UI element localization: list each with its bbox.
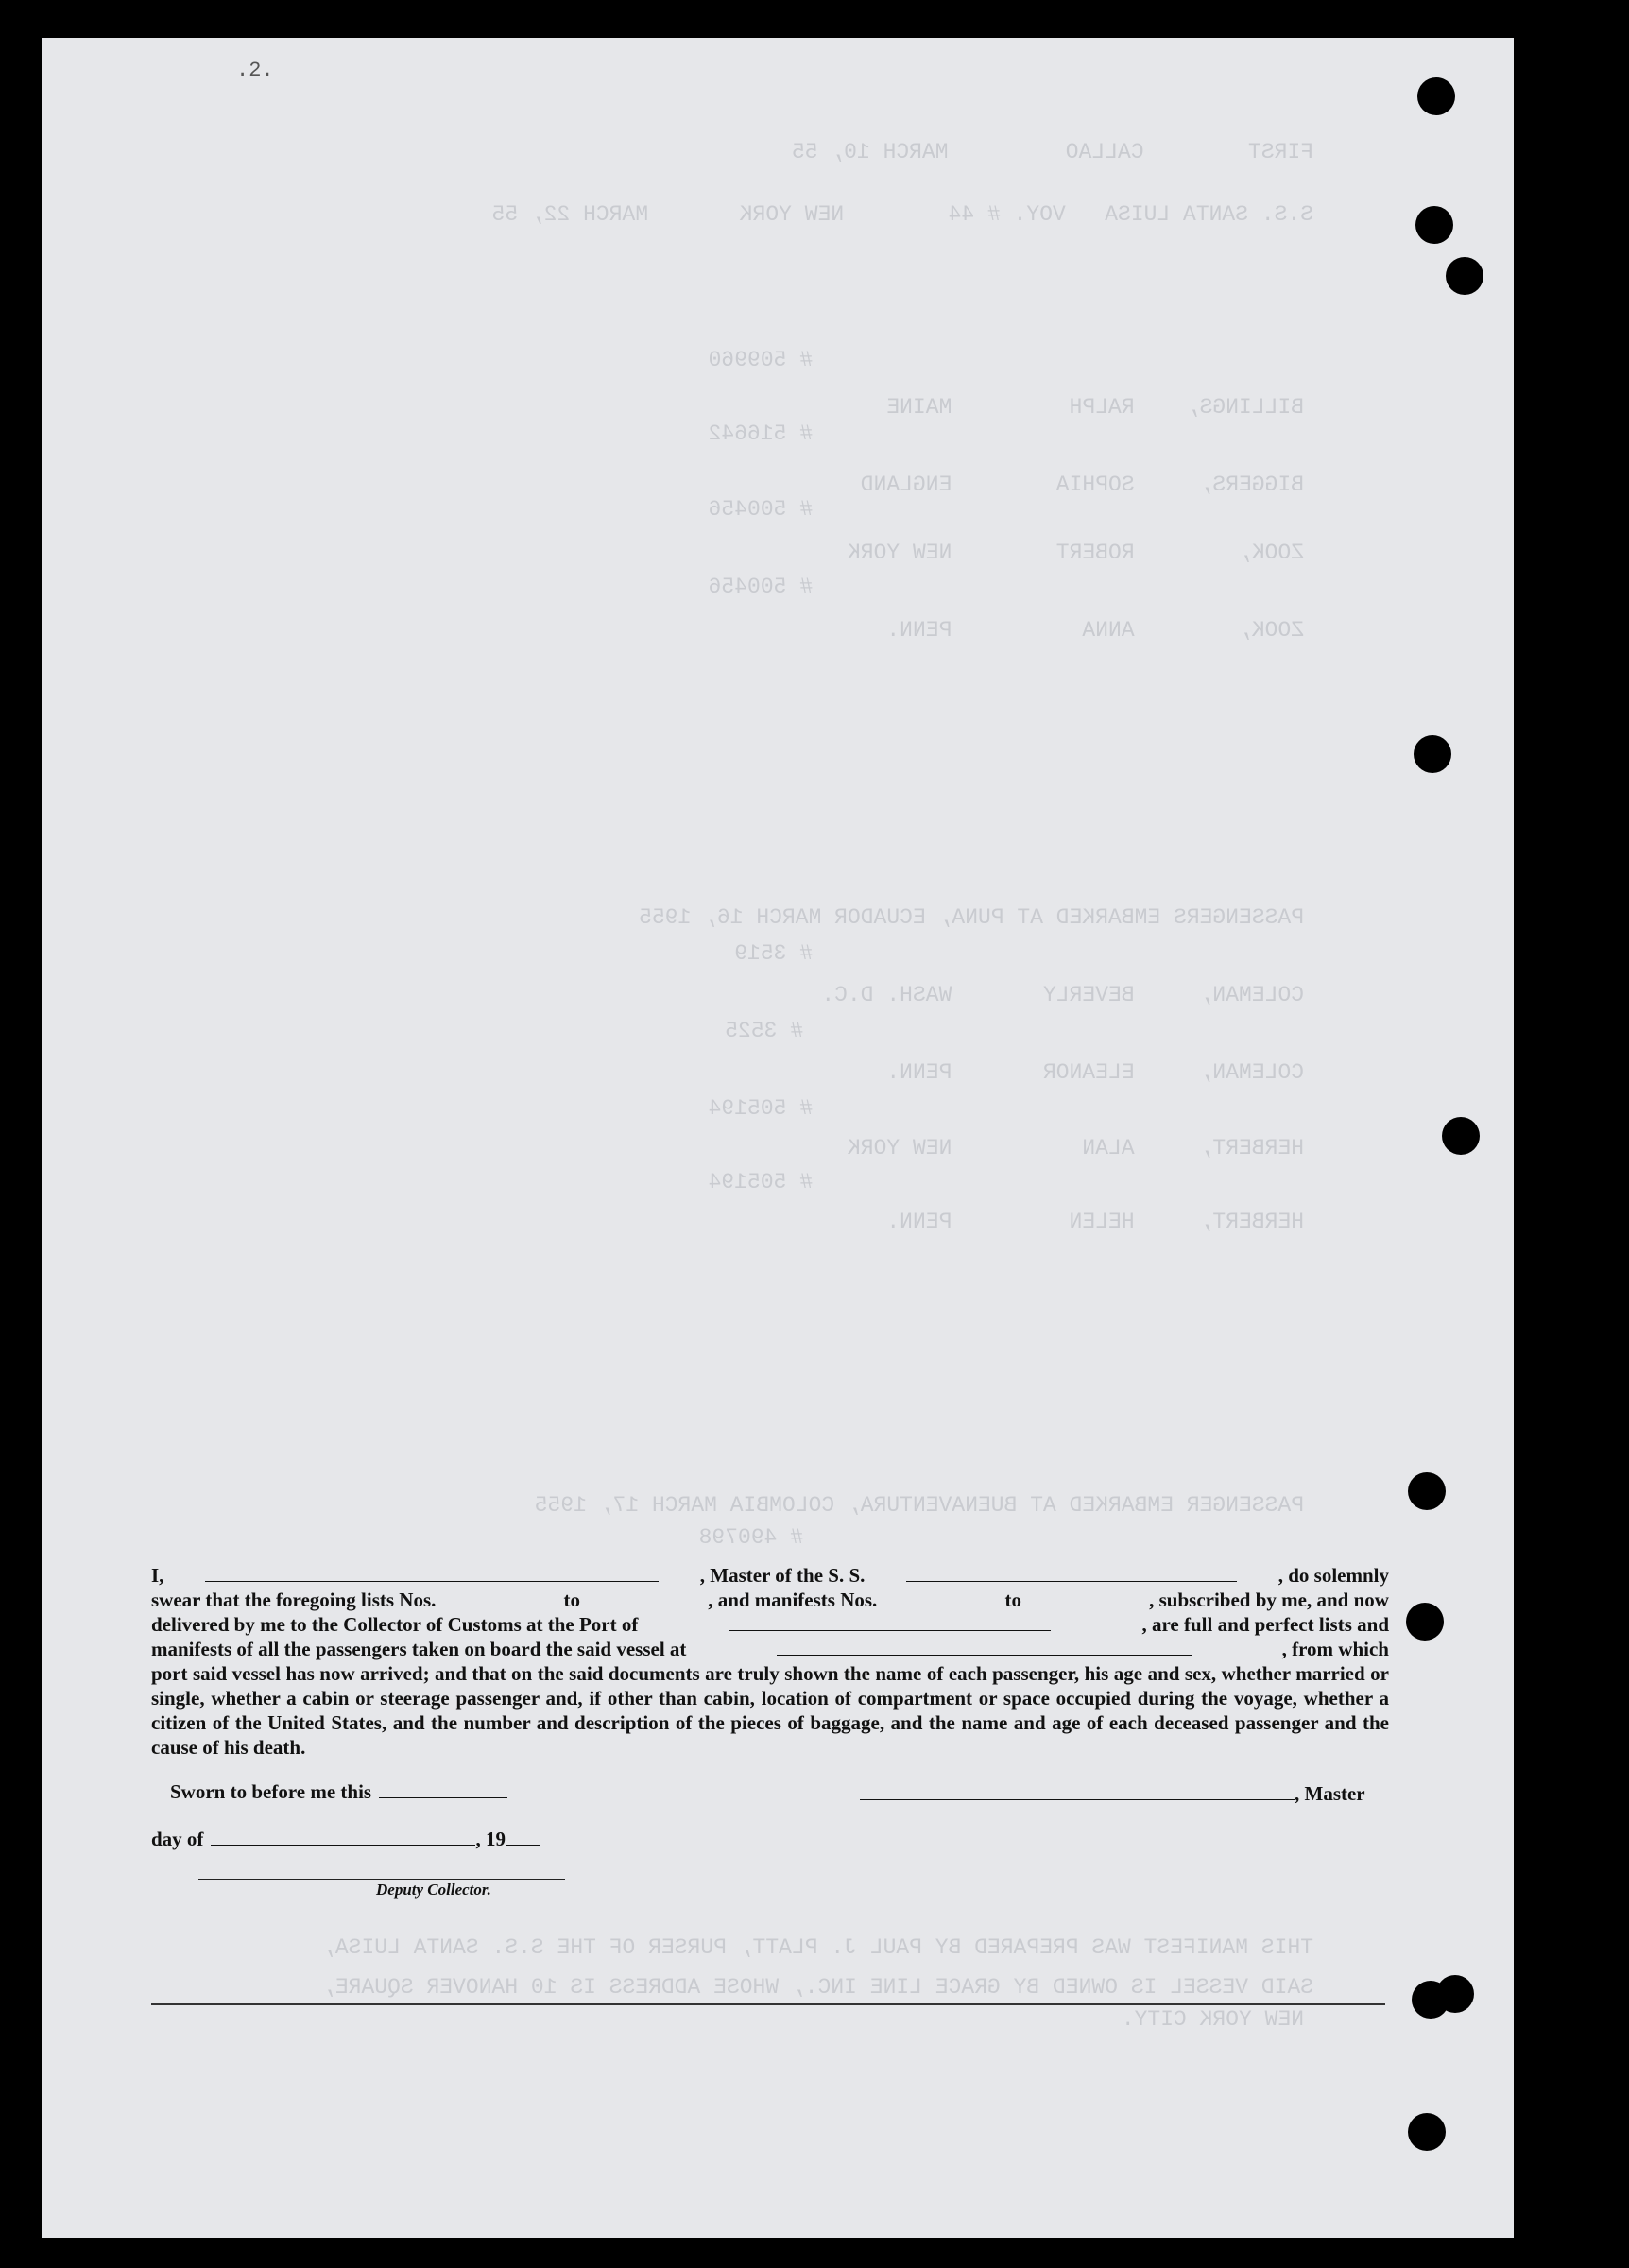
manifests-to-blank[interactable]	[1052, 1589, 1120, 1606]
ghost-entry: PASSENGER EMBARKED AT BUENAVENTURA, COLOMBIA MARCH 17, 1955	[534, 1493, 1304, 1518]
ghost-entry: BILLINGS, RALPH MAINE	[886, 395, 1304, 420]
lists-from-blank[interactable]	[466, 1589, 534, 1606]
oath-body: port said vessel has now arrived; and that on the said documents are truly shown the name of each passenger, his age and sex, whether married or single, whether a cabin or steerage passenger and, if other than cabin, location of compartment or space occupied during the voyage, whether a citizen of the United States, and the number and description of the pieces of baggage, and the name and age of each deceased passenger and the cause of his death.	[151, 1662, 1389, 1759]
oath-delivered: delivered by me to the Collector of Customs at the Port of	[151, 1613, 639, 1636]
year-blank[interactable]	[506, 1828, 540, 1846]
sworn-date-blank[interactable]	[379, 1780, 507, 1798]
master-signature-blank[interactable]	[860, 1782, 1295, 1800]
master-label: , Master	[1295, 1782, 1365, 1805]
bottom-rule	[151, 2003, 1385, 2005]
ghost-entry: # 505194	[708, 1170, 813, 1194]
punch-hole	[1417, 77, 1455, 115]
ghost-entry: PASSENGERS EMBARKED AT PUNA, ECUADOR MARCH 16, 1955	[639, 905, 1304, 930]
year-prefix: , 19	[475, 1828, 506, 1850]
oath-paragraph	[151, 1563, 1389, 1760]
manifests-from-blank[interactable]	[907, 1589, 975, 1606]
ghost-entry: NEW YORK CITY.	[1121, 2007, 1304, 2032]
ghost-entry: COLEMAN, BEVERLY WASH. D.C.	[821, 983, 1304, 1007]
ghost-entry: # 490798	[698, 1525, 803, 1550]
punch-hole	[1406, 1603, 1444, 1641]
month-blank[interactable]	[211, 1828, 475, 1846]
oath-master-of: , Master of the S. S.	[699, 1564, 866, 1587]
ghost-header-2: S.S. SANTA LUISA VOY. # 44 NEW YORK MARCH 22, 55	[491, 202, 1313, 227]
oath-are-full: , are full and perfect lists and	[1141, 1613, 1389, 1636]
oath-i: I,	[151, 1564, 164, 1587]
deputy-collector-label: Deputy Collector.	[376, 1881, 491, 1899]
oath-to-1: to	[563, 1589, 581, 1611]
sworn-label: Sworn to before me this	[170, 1780, 372, 1803]
master-signature-line	[860, 1782, 1365, 1806]
ghost-entry: # 516642	[708, 421, 813, 446]
deputy-signature-rule	[198, 1879, 565, 1880]
oath-to-2: to	[1004, 1589, 1021, 1611]
vessel-name-blank[interactable]	[906, 1564, 1237, 1582]
oath-and-manifests: , and manifests Nos.	[708, 1589, 878, 1611]
ghost-entry: ZOOK, ROBERT NEW YORK	[847, 541, 1304, 565]
ghost-entry: # 3519	[734, 941, 813, 966]
oath-subscribed: , subscribed by me, and now	[1149, 1589, 1389, 1611]
ghost-entry: # 505194	[708, 1096, 813, 1121]
ghost-entry: SAID VESSEL IS OWNED BY GRACE LINE INC., WHOSE ADDRESS IS 10 HANOVER SQUARE,	[322, 1975, 1313, 2000]
ghost-entry: THIS MANIFEST WAS PREPARED BY PAUL J. PLATT, PURSER OF THE S.S. SANTA LUISA,	[322, 1935, 1313, 1960]
oath-do-solemnly: , do solemnly	[1277, 1564, 1389, 1587]
ghost-entry: # 509960	[708, 348, 813, 372]
ghost-entry: ZOOK, ANNA PENN.	[886, 618, 1304, 643]
ghost-entry: # 500456	[708, 497, 813, 522]
ghost-entry: # 500456	[708, 575, 813, 599]
day-of-line	[151, 1828, 540, 1851]
ghost-entry: COLEMAN, ELEANOR PENN.	[886, 1060, 1304, 1085]
oath-from-which: , from which	[1281, 1638, 1389, 1660]
lists-to-blank[interactable]	[610, 1589, 678, 1606]
punch-hole	[1446, 257, 1483, 295]
punch-hole	[1408, 1472, 1446, 1510]
punch-hole	[1436, 1975, 1474, 2013]
ghost-entry: HERBERT, HELEN PENN.	[886, 1210, 1304, 1234]
embark-port-blank[interactable]	[777, 1638, 1192, 1656]
punch-hole	[1414, 735, 1451, 773]
master-name-blank[interactable]	[205, 1564, 659, 1582]
day-of-label: day of	[151, 1828, 204, 1850]
sworn-line	[170, 1780, 507, 1804]
punch-hole	[1442, 1117, 1480, 1155]
page-number: .2.	[236, 59, 274, 82]
ghost-entry: HERBERT, ALAN NEW YORK	[847, 1136, 1304, 1160]
ghost-header-1: FIRST CALLAO MARCH 10, 55	[791, 140, 1313, 164]
punch-hole	[1415, 206, 1453, 244]
port-blank[interactable]	[729, 1613, 1051, 1631]
ghost-entry: BIGGERS, SOPHIA ENGLAND	[860, 472, 1304, 497]
punch-hole	[1408, 2113, 1446, 2151]
ghost-entry: # 3525	[725, 1019, 803, 1043]
oath-swear: swear that the foregoing lists Nos.	[151, 1589, 437, 1611]
oath-manifests-all: manifests of all the passengers taken on board the said vessel at	[151, 1638, 687, 1660]
